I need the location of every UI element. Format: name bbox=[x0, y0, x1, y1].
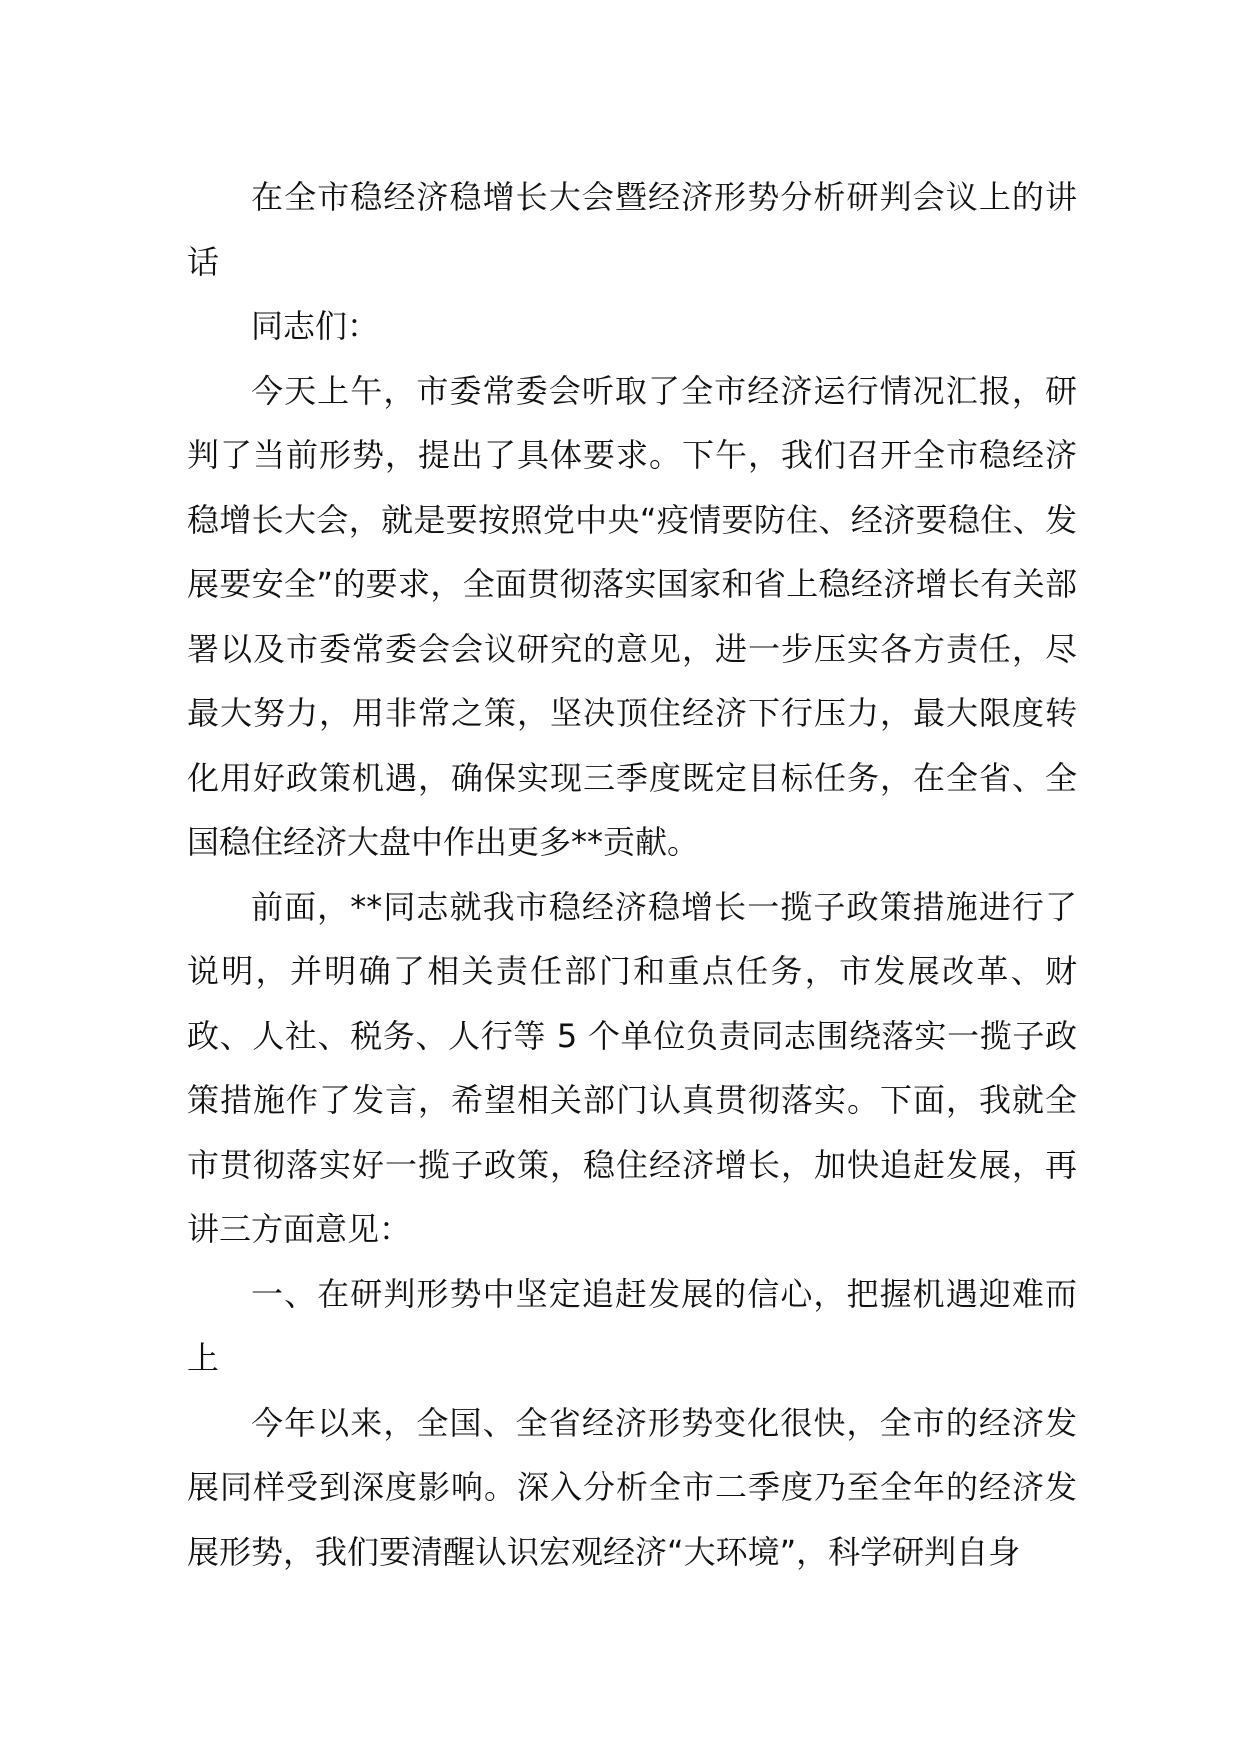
greeting: 同志们： bbox=[251, 307, 380, 345]
section-heading: 一、在研判形势中坚定追赶发展的信心，把握机遇迎难而上 bbox=[187, 1274, 1077, 1377]
paragraph-intro: 今天上午，市委常委会听取了全市经济运行情况汇报，研判了当前形势，提出了具体要求。下午，我们召开全市稳经济稳增长大会，就是要按照党中央“疫情要防住、经济要稳住、发展要安全”的要求，全面贯彻落实国家和省上稳经济增长有关部署以及市委常委会会议研究的意见，进一步压实各方责任，尽最大努力，用非常之策，坚决顶住经济下行压力，最大限度转化用好政策机遇，确保实现三季度既定目标任务，在全省、全国稳住经济大盘中作出更多**贡献。 bbox=[187, 371, 1077, 861]
section-paragraph: 今年以来，全国、全省经济形势变化很快，全市的经济发展同样受到深度影响。深入分析全市二季度乃至全年的经济发展形势，我们要清醒认识宏观经济“大环境”，科学研判自身 bbox=[187, 1403, 1077, 1571]
paragraph-context: 前面，**同志就我市稳经济稳增长一揽子政策措施进行了说明，并明确了相关责任部门和重点任务，市发展改革、财政、人社、税务、人行等 5 个单位负责同志围绕落实一揽子政策措施作了发言，希望相关部门认真贯彻落实。下面，我就全市贯彻落实好一揽子政策，稳住经济增长，加快追赶发展，再讲三方面意见： bbox=[187, 887, 1077, 1248]
document-body bbox=[187, 165, 1077, 1584]
document-title: 在全市稳经济稳增长大会暨经济形势分析研判会议上的讲话 bbox=[187, 178, 1077, 281]
